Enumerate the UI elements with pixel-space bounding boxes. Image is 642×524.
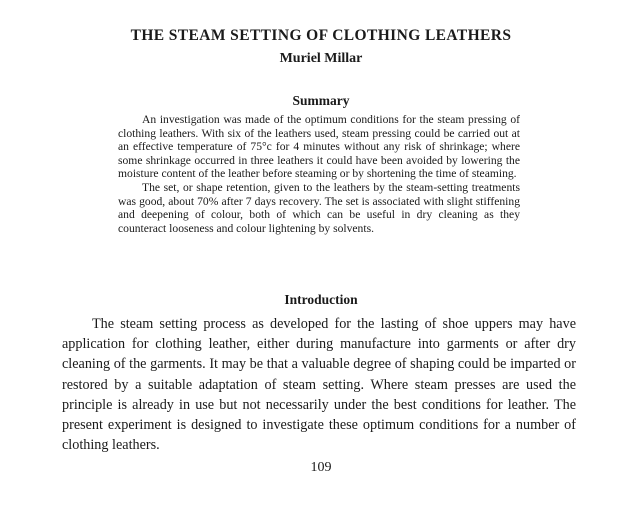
introduction-paragraph: The steam setting process as developed for the lasting of shoe uppers may have application for clothing leather, either during manufacture into garments or after dry cleaning of the garments. It may be that a valuable degree of shaping could be imparted or restored by a suitable adaptation of steam setting. Where steam presses are used the principle is already in use but not necessarily under the best conditions for leather. The present experiment is designed to investigate these optimum conditions for a number of clothing leathers. — [62, 316, 576, 454]
introduction-heading: Introduction — [284, 292, 358, 307]
summary-abstract — [118, 113, 520, 235]
summary-paragraph: An investigation was made of the optimum conditions for the steam pressing of clothing leathers. With six of the leathers used, steam pressing could be carried out at an effective temperature of 75°c for 4 minutes without any risk of shrinkage; where some shrinkage occurred in three leathers it could have been avoided by lowering the moisture content of the leather before steaming or by shortening the time of steaming. — [118, 113, 520, 181]
article-title: THE STEAM SETTING OF CLOTHING LEATHERS — [130, 27, 512, 44]
summary-paragraph: The set, or shape retention, given to the leathers by the steam-setting treatments was good, about 70% after 7 days recovery. The set is associated with slight stiffening and deepening of colour, both of which can be useful in dry cleaning as they counteract looseness and colour lightening by solvents. — [118, 180, 520, 235]
summary-heading: Summary — [292, 93, 350, 108]
author-name: Muriel Millar — [279, 51, 363, 66]
page-number: 109 — [310, 460, 332, 475]
